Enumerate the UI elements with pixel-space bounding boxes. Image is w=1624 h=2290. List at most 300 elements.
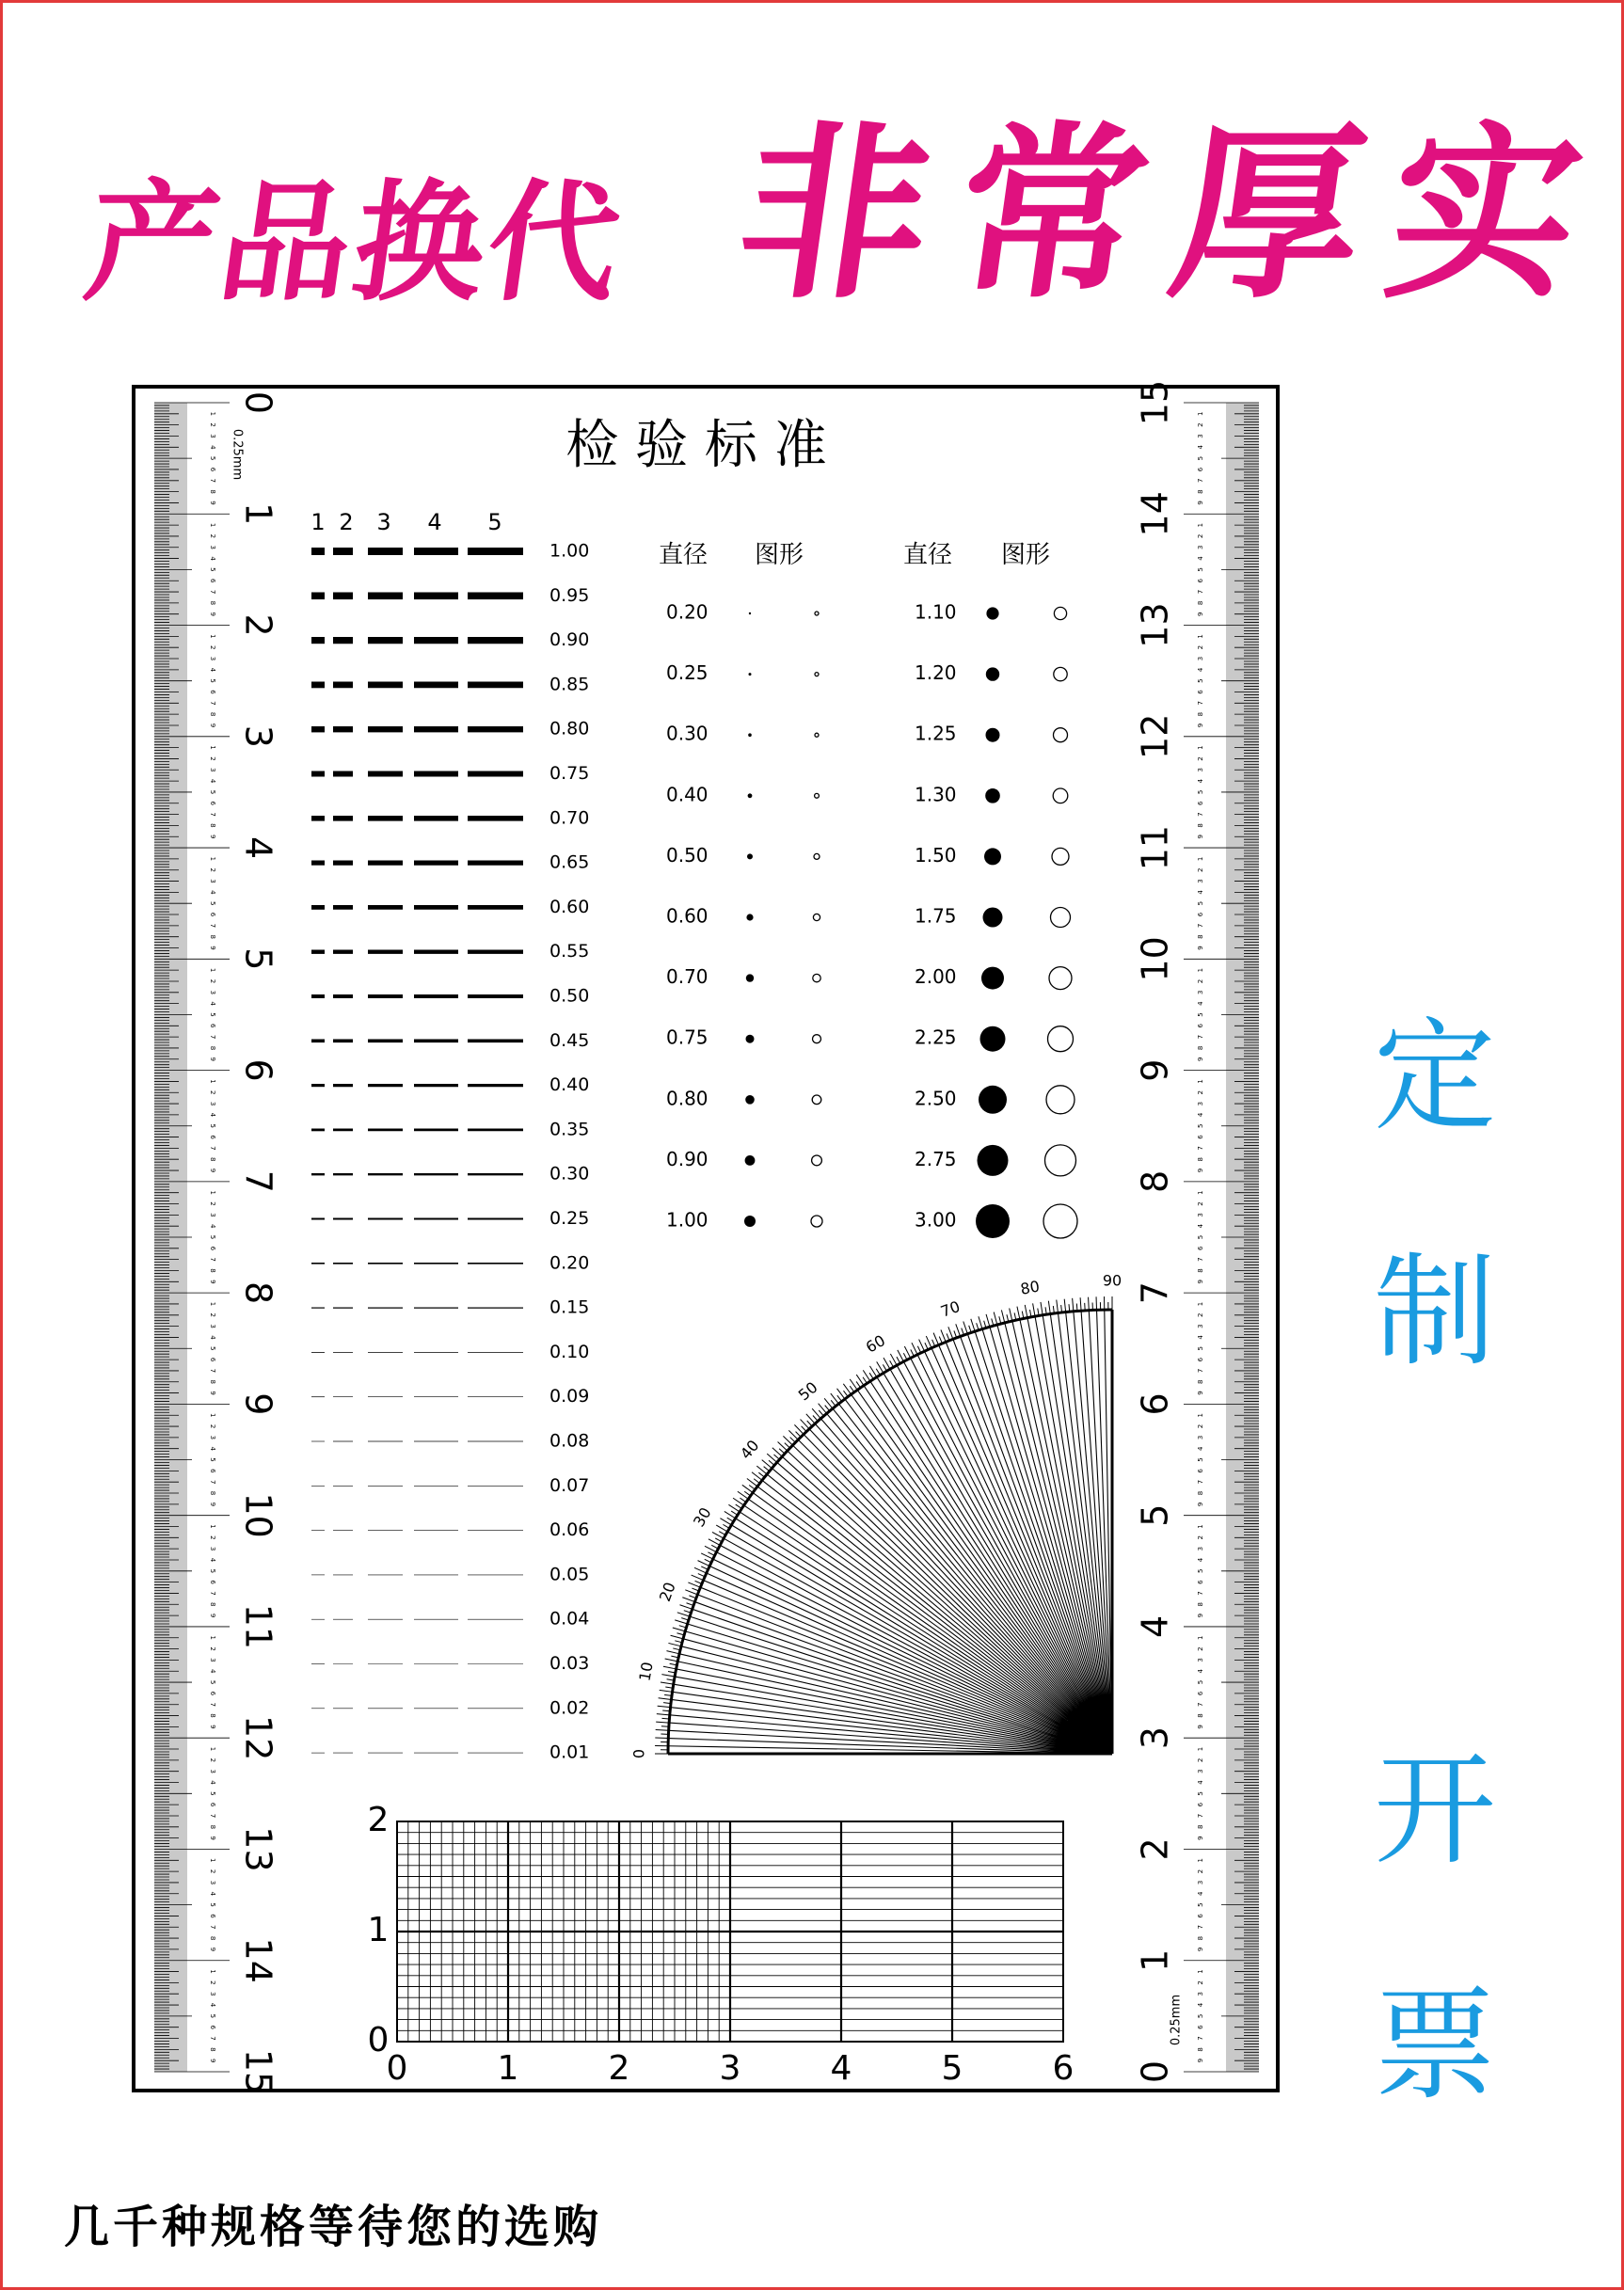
ruler-left-minor-label: 1 bbox=[209, 1301, 216, 1307]
ruler-right-minor-label: 9 bbox=[1197, 501, 1204, 505]
ruler-right-minor-label: 3 bbox=[1197, 1991, 1204, 1996]
ruler-left-minor-label: 1 bbox=[209, 967, 216, 973]
line-width-label: 0.20 bbox=[549, 1252, 590, 1274]
ruler-left-minor-label: 9 bbox=[209, 723, 216, 728]
ruler-right-label: 5 bbox=[1134, 1503, 1176, 1527]
ruler-left-label: 4 bbox=[237, 835, 279, 860]
ruler-left-label: 0 bbox=[237, 390, 279, 415]
ruler-left-minor-label: 9 bbox=[209, 1168, 216, 1173]
ruler-left-minor-label: 6 bbox=[209, 578, 216, 583]
ruler-right-minor-label: 3 bbox=[1197, 1769, 1204, 1773]
ruler-left-minor-label: 2 bbox=[209, 1535, 216, 1540]
ruler-left-minor-label: 9 bbox=[209, 612, 216, 616]
filled-dot bbox=[745, 1155, 756, 1166]
grid-x-label: 6 bbox=[1052, 2049, 1075, 2088]
ruler-right-minor-label: 4 bbox=[1197, 1780, 1204, 1785]
ruler-right-minor-label: 3 bbox=[1197, 1101, 1204, 1106]
ruler-right-minor-label: 9 bbox=[1197, 612, 1204, 616]
ruler-left-minor-label: 7 bbox=[209, 1591, 216, 1596]
ruler-left-unit-note: 0.25mm bbox=[230, 428, 245, 481]
line-width-label: 0.02 bbox=[549, 1697, 590, 1719]
ruler-left-minor-label: 7 bbox=[209, 2036, 216, 2041]
ruler-left-minor-label: 7 bbox=[209, 1034, 216, 1040]
ruler-left-minor-label: 3 bbox=[209, 1213, 216, 1217]
ruler-right-label: 8 bbox=[1134, 1169, 1176, 1193]
dot-header-shape-1: 图形 bbox=[755, 541, 804, 569]
ruler-right-minor-label: 8 bbox=[1197, 1713, 1204, 1718]
ruler-right-label: 0 bbox=[1134, 2059, 1176, 2084]
ruler-left-minor-label: 9 bbox=[209, 1947, 216, 1952]
filled-dot bbox=[746, 914, 753, 920]
line-width-label: 0.95 bbox=[549, 584, 590, 606]
ruler-right-minor-label: 4 bbox=[1197, 445, 1204, 450]
line-width-label: 0.04 bbox=[549, 1608, 590, 1630]
ruler-right-minor-label: 9 bbox=[1197, 946, 1204, 950]
ruler-right-minor-label: 9 bbox=[1197, 2058, 1204, 2063]
ruler-right-label: 15 bbox=[1134, 379, 1176, 426]
ruler-right-label: 12 bbox=[1134, 713, 1176, 759]
ruler-right-minor-label: 6 bbox=[1197, 1580, 1204, 1584]
ruler-right-minor-label: 4 bbox=[1197, 667, 1204, 673]
filled-dot bbox=[980, 1026, 1006, 1052]
line-width-label: 0.40 bbox=[549, 1074, 590, 1096]
line-width-label: 0.25 bbox=[549, 1208, 590, 1229]
ruler-left-minor-label: 6 bbox=[209, 1580, 216, 1584]
filled-dot bbox=[986, 728, 1000, 742]
ruler-left-minor-label: 7 bbox=[209, 1257, 216, 1262]
ruler-right-minor-label: 8 bbox=[1197, 1379, 1204, 1384]
ruler-left-minor-label: 9 bbox=[209, 835, 216, 839]
header-big-text: 非常厚实 bbox=[725, 103, 1623, 325]
filled-dot bbox=[984, 848, 1001, 865]
ruler-right-minor-label: 2 bbox=[1197, 533, 1204, 539]
dot-size-label: 0.20 bbox=[666, 600, 709, 624]
ruler-right-minor-label: 4 bbox=[1197, 1001, 1204, 1006]
ruler-right-minor-label: 9 bbox=[1197, 835, 1204, 839]
line-width-label: 0.75 bbox=[549, 763, 590, 784]
filled-dot bbox=[746, 1035, 755, 1043]
ruler-right-label: 6 bbox=[1134, 1392, 1176, 1416]
line-width-label: 0.09 bbox=[549, 1386, 590, 1407]
dot-size-label: 2.00 bbox=[915, 965, 957, 989]
ruler-left-minor-label: 7 bbox=[209, 589, 216, 595]
ruler-right-minor-label: 8 bbox=[1197, 489, 1204, 494]
ruler-right-minor-label: 2 bbox=[1197, 422, 1204, 427]
line-width-label: 0.07 bbox=[549, 1474, 590, 1496]
ruler-right-minor-label: 7 bbox=[1197, 478, 1204, 484]
ruler-right-minor-label: 2 bbox=[1197, 1201, 1204, 1206]
dot-size-label: 3.00 bbox=[915, 1208, 957, 1232]
ruler-right-minor-label: 4 bbox=[1197, 1335, 1204, 1340]
ruler-left-minor-label: 6 bbox=[209, 2025, 216, 2029]
dot-size-label: 0.50 bbox=[666, 843, 709, 867]
ruler-right-label: 9 bbox=[1134, 1058, 1176, 1082]
ruler-right-minor-label: 1 bbox=[1197, 1746, 1204, 1752]
line-width-label: 0.01 bbox=[549, 1741, 590, 1763]
ruler-left-minor-label: 7 bbox=[209, 1146, 216, 1151]
ruler-right-minor-label: 8 bbox=[1197, 823, 1204, 828]
ruler-right-minor-label: 1 bbox=[1197, 522, 1204, 528]
filled-dot bbox=[749, 612, 751, 614]
header-small-text: 产品换代 bbox=[77, 166, 633, 319]
ruler-left-minor-label: 8 bbox=[209, 823, 216, 828]
ruler-right-minor-label: 7 bbox=[1197, 1591, 1204, 1596]
line-width-label: 0.30 bbox=[549, 1163, 590, 1185]
ruler-left-minor-label: 6 bbox=[209, 690, 216, 694]
ruler-right-minor-label: 1 bbox=[1197, 411, 1204, 417]
ruler-right-minor-label: 6 bbox=[1197, 690, 1204, 694]
ruler-left-minor-label: 9 bbox=[209, 1725, 216, 1729]
ruler-right-minor-label: 5 bbox=[1197, 1568, 1204, 1574]
protractor-label: 50 bbox=[794, 1377, 821, 1405]
ruler-right-minor-label: 6 bbox=[1197, 467, 1204, 472]
ruler-right-minor-label: 3 bbox=[1197, 879, 1204, 883]
ruler-left-minor-label: 2 bbox=[209, 978, 216, 984]
ruler-right-minor-label: 9 bbox=[1197, 1502, 1204, 1507]
ruler-right-label: 10 bbox=[1134, 936, 1176, 982]
ruler-left-minor-label: 4 bbox=[209, 667, 216, 673]
ruler-left-minor-label: 8 bbox=[209, 1490, 216, 1496]
line-width-label: 0.35 bbox=[549, 1119, 590, 1140]
ruler-left-label: 12 bbox=[237, 1715, 279, 1761]
ruler-left-minor-label: 2 bbox=[209, 1423, 216, 1429]
ruler-right-minor-label: 2 bbox=[1197, 978, 1204, 984]
ruler-left-minor-label: 9 bbox=[209, 2058, 216, 2063]
ruler-left-minor-label: 8 bbox=[209, 1156, 216, 1162]
filled-dot bbox=[746, 974, 754, 981]
ruler-left-label: 11 bbox=[237, 1603, 279, 1650]
ruler-left-minor-label: 3 bbox=[209, 1324, 216, 1328]
ruler-left-minor-label: 5 bbox=[209, 1457, 216, 1462]
protractor-label: 80 bbox=[1018, 1277, 1042, 1298]
ruler-left-minor-label: 5 bbox=[209, 455, 216, 461]
ruler-right-minor-label: 7 bbox=[1197, 923, 1204, 929]
ruler-left-minor-label: 6 bbox=[209, 1246, 216, 1251]
ruler-left-minor-label: 8 bbox=[209, 1268, 216, 1273]
ruler-left-minor-label: 5 bbox=[209, 567, 216, 572]
ruler-right-minor-label: 2 bbox=[1197, 1869, 1204, 1874]
ruler-left-minor-label: 1 bbox=[209, 1412, 216, 1418]
ruler-right-label: 2 bbox=[1134, 1837, 1176, 1861]
line-width-label: 0.03 bbox=[549, 1653, 590, 1674]
ruler-right-minor-label: 6 bbox=[1197, 801, 1204, 805]
line-width-label: 0.08 bbox=[549, 1430, 590, 1452]
ruler-left-minor-label: 5 bbox=[209, 1568, 216, 1574]
ruler-left-minor-label: 6 bbox=[209, 1135, 216, 1139]
filled-dot bbox=[749, 673, 752, 676]
dot-size-label: 0.25 bbox=[666, 661, 709, 685]
ruler-right-minor-label: 9 bbox=[1197, 1057, 1204, 1062]
ruler-left-minor-label: 3 bbox=[209, 1435, 216, 1440]
line-width-label: 0.06 bbox=[549, 1519, 590, 1541]
ruler-right-minor-label: 1 bbox=[1197, 1635, 1204, 1640]
ruler-right-minor-label: 4 bbox=[1197, 1557, 1204, 1563]
line-width-label: 0.05 bbox=[549, 1564, 590, 1585]
line-width-label: 0.65 bbox=[549, 851, 590, 873]
ruler-left-minor-label: 8 bbox=[209, 600, 216, 606]
ruler-right-minor-label: 7 bbox=[1197, 2036, 1204, 2041]
ruler-left-label: 13 bbox=[237, 1826, 279, 1872]
filled-dot bbox=[745, 1095, 755, 1105]
ruler-left-minor-label: 5 bbox=[209, 1012, 216, 1017]
line-width-label: 0.45 bbox=[549, 1029, 590, 1051]
ruler-left-minor-label: 2 bbox=[209, 1757, 216, 1763]
dot-size-label: 1.10 bbox=[915, 600, 957, 624]
line-width-label: 0.50 bbox=[549, 985, 590, 1007]
line-width-label: 0.85 bbox=[549, 674, 590, 695]
ruler-right-minor-label: 6 bbox=[1197, 1135, 1204, 1139]
ruler-right-minor-label: 7 bbox=[1197, 1479, 1204, 1485]
ruler-left-minor-label: 1 bbox=[209, 634, 216, 639]
ruler-right-minor-label: 9 bbox=[1197, 1947, 1204, 1952]
ruler-right-minor-label: 2 bbox=[1197, 1646, 1204, 1651]
protractor-label: 0 bbox=[629, 1748, 648, 1759]
ruler-left-minor-label: 9 bbox=[209, 501, 216, 505]
dot-size-label: 0.70 bbox=[666, 965, 709, 989]
line-width-label: 0.80 bbox=[549, 718, 590, 739]
ruler-left-minor-label: 3 bbox=[209, 1546, 216, 1551]
ruler-left-minor-label: 2 bbox=[209, 1646, 216, 1651]
ruler-left-minor-label: 4 bbox=[209, 1669, 216, 1674]
ruler-right-minor-label: 4 bbox=[1197, 1891, 1204, 1897]
ruler-right-minor-label: 8 bbox=[1197, 1045, 1204, 1051]
ruler-right-minor-label: 7 bbox=[1197, 812, 1204, 817]
line-column-label: 5 bbox=[487, 509, 502, 535]
ruler-left-minor-label: 3 bbox=[209, 1769, 216, 1773]
ruler-left-minor-label: 1 bbox=[209, 1746, 216, 1752]
ruler-left-minor-label: 6 bbox=[209, 1469, 216, 1473]
ruler-left-label: 6 bbox=[237, 1058, 279, 1082]
dot-size-label: 1.25 bbox=[915, 722, 957, 745]
ruler-right-minor-label: 2 bbox=[1197, 1535, 1204, 1540]
ruler-left-minor-label: 7 bbox=[209, 478, 216, 484]
ruler-right-minor-label: 5 bbox=[1197, 678, 1204, 683]
dot-size-label: 0.60 bbox=[666, 904, 709, 928]
ruler-left-minor-label: 3 bbox=[209, 1658, 216, 1662]
ruler-left-minor-label: 5 bbox=[209, 1123, 216, 1128]
ruler-right-minor-label: 5 bbox=[1197, 1457, 1204, 1462]
filled-dot bbox=[981, 967, 1004, 990]
ruler-left-label: 3 bbox=[237, 724, 279, 748]
ruler-right-minor-label: 6 bbox=[1197, 1802, 1204, 1807]
dot-size-label: 0.30 bbox=[666, 722, 709, 745]
ruler-right-label: 13 bbox=[1134, 602, 1176, 648]
dot-size-label: 0.90 bbox=[666, 1147, 709, 1170]
ruler-left-minor-label: 4 bbox=[209, 1223, 216, 1229]
ruler-left-minor-label: 2 bbox=[209, 422, 216, 427]
grid-y-label: 0 bbox=[367, 2021, 390, 2059]
ruler-right-minor-label: 5 bbox=[1197, 2013, 1204, 2019]
ruler-left-minor-label: 4 bbox=[209, 1112, 216, 1118]
ruler-right-minor-label: 2 bbox=[1197, 867, 1204, 872]
ruler-right-minor-label: 2 bbox=[1197, 1312, 1204, 1318]
ruler-left-minor-label: 1 bbox=[209, 1079, 216, 1084]
card-outline bbox=[134, 387, 1278, 2091]
ruler-left-minor-label: 6 bbox=[209, 467, 216, 472]
ruler-left-minor-label: 3 bbox=[209, 1991, 216, 1996]
dot-size-label: 1.30 bbox=[915, 783, 957, 806]
side-char-1: 定 bbox=[1374, 1005, 1497, 1148]
ruler-right-minor-label: 7 bbox=[1197, 1034, 1204, 1040]
dot-size-label: 0.80 bbox=[666, 1087, 709, 1110]
ruler-left-label: 5 bbox=[237, 947, 279, 971]
ruler-right-minor-label: 3 bbox=[1197, 545, 1204, 549]
filled-dot bbox=[747, 853, 753, 859]
dot-size-label: 2.25 bbox=[915, 1026, 957, 1049]
ruler-right-minor-label: 8 bbox=[1197, 1156, 1204, 1162]
ruler-right-minor-label: 8 bbox=[1197, 1935, 1204, 1941]
line-column-label: 2 bbox=[339, 509, 354, 535]
line-width-label: 0.10 bbox=[549, 1341, 590, 1362]
ruler-left-minor-label: 4 bbox=[209, 1335, 216, 1340]
dot-header-shape-2: 图形 bbox=[1001, 541, 1051, 569]
ruler-left-minor-label: 4 bbox=[209, 1001, 216, 1006]
ruler-left-minor-label: 3 bbox=[209, 1880, 216, 1885]
ruler-right-minor-label: 9 bbox=[1197, 1836, 1204, 1840]
grid-x-label: 0 bbox=[386, 2049, 408, 2088]
filled-dot bbox=[748, 733, 752, 737]
protractor-label: 60 bbox=[862, 1331, 889, 1357]
line-width-label: 0.70 bbox=[549, 807, 590, 829]
filled-dot bbox=[744, 1216, 756, 1227]
ruler-right-minor-label: 1 bbox=[1197, 634, 1204, 639]
footer-text: 几千种规格等待您的选购 bbox=[64, 2201, 603, 2253]
ruler-left-minor-label: 6 bbox=[209, 1914, 216, 1918]
ruler-right-minor-label: 3 bbox=[1197, 768, 1204, 772]
ruler-left-label: 2 bbox=[237, 613, 279, 637]
ruler-right-minor-label: 7 bbox=[1197, 1813, 1204, 1819]
ruler-left-minor-label: 6 bbox=[209, 1802, 216, 1807]
line-width-label: 0.55 bbox=[549, 941, 590, 962]
ruler-left-minor-label: 1 bbox=[209, 1190, 216, 1195]
ruler-left-minor-label: 9 bbox=[209, 1391, 216, 1395]
side-char-2: 制 bbox=[1374, 1240, 1497, 1383]
ruler-right-minor-label: 5 bbox=[1197, 567, 1204, 572]
ruler-right-minor-label: 6 bbox=[1197, 578, 1204, 583]
ruler-right-minor-label: 9 bbox=[1197, 723, 1204, 728]
ruler-left-minor-label: 3 bbox=[209, 1101, 216, 1106]
ruler-left-minor-label: 8 bbox=[209, 1713, 216, 1718]
ruler-left-minor-label: 5 bbox=[209, 1346, 216, 1351]
ruler-right-minor-label: 1 bbox=[1197, 1969, 1204, 1974]
ruler-right-minor-label: 8 bbox=[1197, 1490, 1204, 1496]
ruler-right-minor-label: 1 bbox=[1197, 856, 1204, 862]
line-column-label: 4 bbox=[427, 509, 442, 535]
ruler-left-minor-label: 7 bbox=[209, 1368, 216, 1374]
ruler-right-minor-label: 5 bbox=[1197, 1012, 1204, 1017]
ruler-left-minor-label: 2 bbox=[209, 756, 216, 761]
ruler-right-minor-label: 8 bbox=[1197, 1602, 1204, 1607]
ruler-left-minor-label: 3 bbox=[209, 879, 216, 883]
filled-dot bbox=[748, 793, 753, 798]
ruler-right-minor-label: 1 bbox=[1197, 1190, 1204, 1195]
protractor-label: 20 bbox=[655, 1580, 679, 1604]
ruler-left-minor-label: 1 bbox=[209, 1969, 216, 1974]
ruler-left-minor-label: 7 bbox=[209, 812, 216, 817]
ruler-right-unit-note: 0.25mm bbox=[1169, 1994, 1184, 2046]
ruler-right-label: 3 bbox=[1134, 1726, 1176, 1750]
ruler-right-minor-label: 1 bbox=[1197, 1079, 1204, 1084]
ruler-left-minor-label: 3 bbox=[209, 545, 216, 549]
ruler-right-minor-label: 7 bbox=[1197, 701, 1204, 706]
ruler-left-minor-label: 3 bbox=[209, 768, 216, 772]
filled-dot bbox=[983, 908, 1003, 928]
ruler-left-minor-label: 6 bbox=[209, 801, 216, 805]
ruler-right-minor-label: 5 bbox=[1197, 1679, 1204, 1685]
dot-size-label: 1.00 bbox=[666, 1208, 709, 1232]
ruler-left-minor-label: 8 bbox=[209, 1379, 216, 1384]
line-width-label: 0.90 bbox=[549, 629, 590, 651]
ruler-right-minor-label: 8 bbox=[1197, 1268, 1204, 1273]
ruler-left-minor-label: 9 bbox=[209, 1280, 216, 1284]
dot-size-label: 0.75 bbox=[666, 1026, 709, 1049]
ruler-right-minor-label: 8 bbox=[1197, 1824, 1204, 1830]
line-width-label: 0.60 bbox=[549, 896, 590, 917]
ruler-left-minor-label: 4 bbox=[209, 2002, 216, 2008]
ruler-left-minor-label: 1 bbox=[209, 411, 216, 417]
ruler-left-minor-label: 7 bbox=[209, 1479, 216, 1485]
ruler-right-minor-label: 5 bbox=[1197, 900, 1204, 906]
dot-header-diameter-1: 直径 bbox=[659, 541, 709, 569]
ruler-right-minor-label: 3 bbox=[1197, 1435, 1204, 1440]
ruler-right-label: 11 bbox=[1134, 824, 1176, 871]
ruler-left-minor-label: 4 bbox=[209, 445, 216, 450]
ruler-right-minor-label: 4 bbox=[1197, 1446, 1204, 1451]
ruler-right-minor-label: 7 bbox=[1197, 1146, 1204, 1151]
ruler-left-minor-label: 8 bbox=[209, 489, 216, 494]
side-char-4: 票 bbox=[1374, 1974, 1497, 2117]
filled-dot bbox=[985, 788, 1000, 803]
ruler-right-minor-label: 9 bbox=[1197, 1613, 1204, 1618]
ruler-right-label: 4 bbox=[1134, 1614, 1176, 1639]
ruler-right-minor-label: 6 bbox=[1197, 2025, 1204, 2029]
ruler-right-minor-label: 5 bbox=[1197, 1234, 1204, 1240]
ruler-right-minor-label: 8 bbox=[1197, 600, 1204, 606]
ruler-left-minor-label: 9 bbox=[209, 946, 216, 950]
ruler-right-minor-label: 6 bbox=[1197, 1246, 1204, 1251]
ruler-right-minor-label: 1 bbox=[1197, 1858, 1204, 1863]
ruler-left-minor-label: 5 bbox=[209, 1791, 216, 1796]
dot-size-label: 1.50 bbox=[915, 843, 957, 867]
ruler-left-minor-label: 5 bbox=[209, 2013, 216, 2019]
ruler-left-minor-label: 2 bbox=[209, 1869, 216, 1874]
ruler-right-minor-label: 3 bbox=[1197, 656, 1204, 661]
ruler-left-minor-label: 1 bbox=[209, 1858, 216, 1863]
filled-dot bbox=[978, 1145, 1009, 1176]
line-width-label: 0.15 bbox=[549, 1296, 590, 1318]
ruler-left-minor-label: 9 bbox=[209, 1836, 216, 1840]
ruler-left-minor-label: 7 bbox=[209, 1925, 216, 1930]
grid-x-label: 5 bbox=[941, 2049, 963, 2088]
ruler-right-minor-label: 6 bbox=[1197, 1469, 1204, 1473]
ruler-left-minor-label: 4 bbox=[209, 1557, 216, 1563]
ruler-right-minor-label: 3 bbox=[1197, 990, 1204, 995]
ruler-right-minor-label: 4 bbox=[1197, 890, 1204, 895]
ruler-left-minor-label: 8 bbox=[209, 1935, 216, 1941]
ruler-right-minor-label: 9 bbox=[1197, 1725, 1204, 1729]
ruler-left-minor-label: 2 bbox=[209, 644, 216, 650]
ruler-left-minor-label: 8 bbox=[209, 1602, 216, 1607]
ruler-right-minor-label: 6 bbox=[1197, 1914, 1204, 1918]
ruler-left-minor-label: 9 bbox=[209, 1502, 216, 1507]
ruler-right-minor-label: 3 bbox=[1197, 1880, 1204, 1885]
dot-size-label: 2.50 bbox=[915, 1087, 957, 1110]
ruler-right-minor-label: 1 bbox=[1197, 1524, 1204, 1529]
ruler-right-minor-label: 9 bbox=[1197, 1168, 1204, 1173]
protractor-label: 40 bbox=[736, 1436, 763, 1463]
ruler-right-minor-label: 6 bbox=[1197, 1357, 1204, 1362]
ruler-right-minor-label: 2 bbox=[1197, 1423, 1204, 1429]
